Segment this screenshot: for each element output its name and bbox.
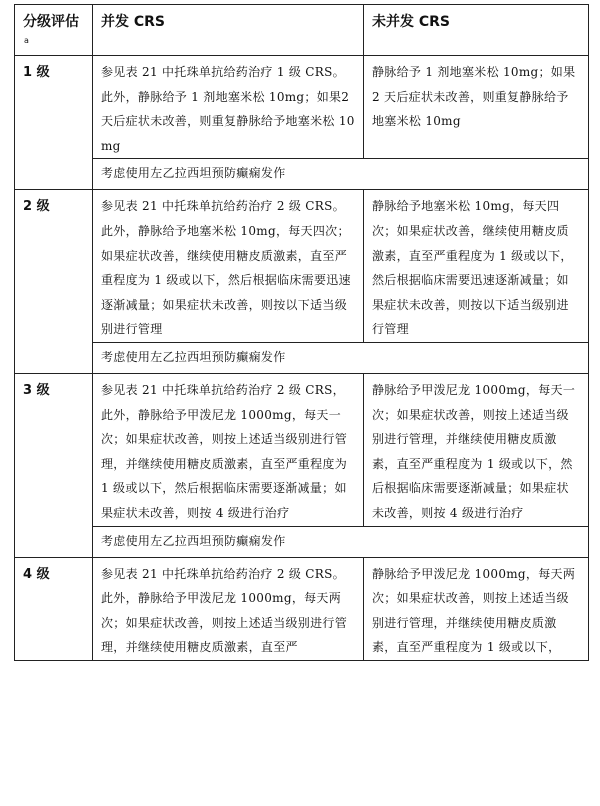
table-row <box>15 190 589 343</box>
note-row <box>15 342 589 373</box>
table-row <box>15 56 589 159</box>
header-grade-label: 分级评估 <box>23 14 79 30</box>
header-grade <box>15 5 93 56</box>
without-crs-cell: 静脉给予地塞米松 10mg，每天四次；如果症状改善，继续使用糖皮质激素，直至严重程度为 1 级或以下，然后根据临床需要迅速逐渐减量；如果症状未改善，则按以下适当级别进行管理 <box>364 190 589 343</box>
table-header-row <box>15 5 589 56</box>
header-without-crs: 未并发 CRS <box>364 5 589 56</box>
note-row <box>15 526 589 557</box>
grade-label: 2 级 <box>15 190 93 374</box>
without-crs-cell: 静脉给予 1 剂地塞米松 10mg；如果2 天后症状未改善，则重复静脉给予地塞米松 10mg <box>364 56 589 159</box>
table-row <box>15 557 589 660</box>
table-row <box>15 373 589 526</box>
header-with-crs: 并发 CRS <box>93 5 364 56</box>
grade-label: 1 级 <box>15 56 93 190</box>
grade-label: 3 级 <box>15 373 93 557</box>
note-row <box>15 159 589 190</box>
seizure-prophylaxis-note: 考虑使用左乙拉西坦预防癫痫发作 <box>93 159 589 190</box>
seizure-prophylaxis-note: 考虑使用左乙拉西坦预防癫痫发作 <box>93 342 589 373</box>
without-crs-cell: 静脉给予甲泼尼龙 1000mg，每天两次；如果症状改善，则按上述适当级别进行管理，并继续使用糖皮质激素，直至严重程度为 1 级或以下， <box>364 557 589 660</box>
header-grade-footnote: a <box>24 36 29 45</box>
without-crs-cell: 静脉给予甲泼尼龙 1000mg，每天一次；如果症状改善，则按上述适当级别进行管理，并继续使用糖皮质激素，直至严重程度为 1 级或以下，然后根据临床需要逐渐减量；如果症状未改善，则按 4 级进行治疗 <box>364 373 589 526</box>
with-crs-cell: 参见表 21 中托珠单抗给药治疗 2 级 CRS。此外，静脉给予甲泼尼龙 1000mg，每天两次；如果症状改善，则按上述适当级别进行管理，并继续使用糖皮质激素，直至严 <box>93 557 364 660</box>
with-crs-cell: 参见表 21 中托珠单抗给药治疗 1 级 CRS。此外，静脉给予 1 剂地塞米松 10mg；如果2 天后症状未改善，则重复静脉给予地塞米松 10mg <box>93 56 364 159</box>
crs-management-table <box>14 4 589 661</box>
with-crs-cell: 参见表 21 中托珠单抗给药治疗 2 级 CRS，此外，静脉给予甲泼尼龙 1000mg，每天一次；如果症状改善，则按上述适当级别进行管理，并继续使用糖皮质激素，直至严重程度为 1 级或以下，然后根据临床需要逐渐减量；如果症状未改善，则按 4 级进行治疗 <box>93 373 364 526</box>
seizure-prophylaxis-note: 考虑使用左乙拉西坦预防癫痫发作 <box>93 526 589 557</box>
with-crs-cell: 参见表 21 中托珠单抗给药治疗 2 级 CRS。此外，静脉给予地塞米松 10mg，每天四次；如果症状改善，继续使用糖皮质激素，直至严重程度为 1 级或以下，然后根据临床需要迅速逐渐减量；如果症状未改善，则按以下适当级别进行管理 <box>93 190 364 343</box>
grade-label: 4 级 <box>15 557 93 660</box>
